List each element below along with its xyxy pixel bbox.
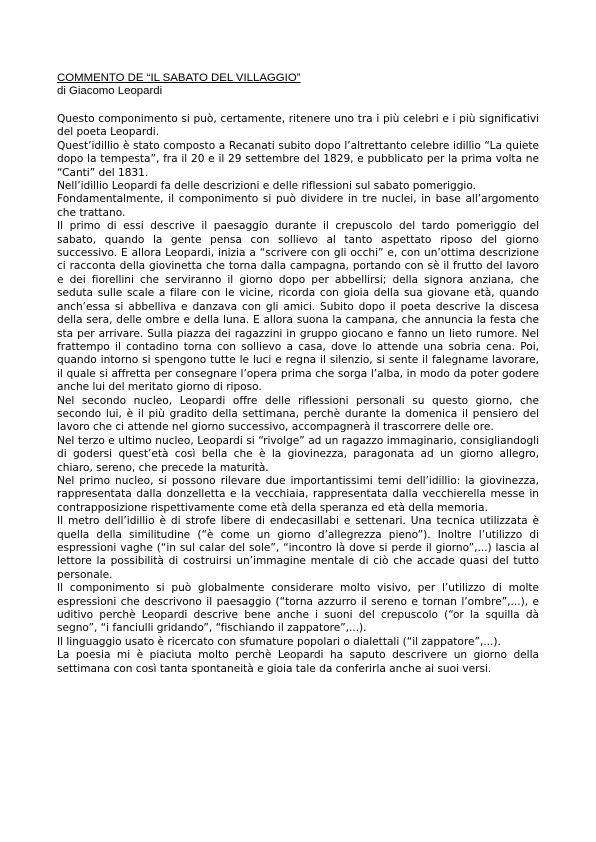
document-title: COMMENTO DE “IL SABATO DEL VILLAGGIO” <box>57 72 301 84</box>
paragraph-9: Il metro dell’idillio è di strofe libere di endecasillabi e settenari. Una tecnica utilizzata è quella della similitudine (“è come un giorno d’allegrezza pieno”). Inoltre l’utilizzo di espressioni vaghe (“in sul calar del sole”, “incontro là dove si perde il giorno”,...) lascia al lettore la possibilità di costruirsi un’immagine mentale di ciò che accade quasi del tutto personale. <box>57 515 539 581</box>
paragraph-8: Nel primo nucleo, si possono rilevare due importantissimi temi dell’idillio: la giovinezza, rappresentata dalla donzelletta e la vecchiaia, rappresentata dalla vecchierella messe in contrapposizione rispettivamente come età della speranza ed età della memoria. <box>57 474 539 514</box>
paragraph-3: Nell’idillio Leopardi fa delle descrizioni e delle riflessioni sul sabato pomeriggio. <box>57 180 476 193</box>
paragraph-5: Il primo di essi descrive il paesaggio durante il crepuscolo del tardo pomeriggio del sabato, quando la gente pensa con sollievo al tanto aspettato riposo del giorno successivo. E allora Leopardi, inizia a “scrivere con gli occhi” e, con un’ottima descrizione ci racconta della giovinetta che torna dalla campagna, portando con sè il frutto del lavoro e dei fiorellini che serviranno il giorno dopo per abbellirsi; della signora anziana, che seduta sulle scale a filare con le vicine, ricorda con gioia della sua giovane età, quando anch’essa si abbelliva e danzava con gli amici. Subito dopo il poeta descrive la discesa della sera, delle ombre e della luna. E allora suona la campana, che annuncia la festa che sta per arrivare. Sulla piazza dei ragazzini in gruppo giocano e fanno un lieto rumore. Nel frattempo il contadino torna con sollievo a casa, dove lo attende una sobria cena. Poi, quando intorno si spengono tutte le luci e regna il silenzio, si sente il falegname lavorare, il quale si affretta per consegnare l’opera prima che sorga l’alba, in modo da poter godere anche lui del meritato giorno di riposo. <box>57 220 539 394</box>
document-author: di Giacomo Leopardi <box>57 85 163 97</box>
paragraph-7: Nel terzo e ultimo nucleo, Leopardi si “rivolge” ad un ragazzo immaginario, consigliandogli di godersi quest’età così bella che è la giovinezza, paragonata ad un giorno allegro, chiaro, sereno, che precede la maturità. <box>57 434 539 474</box>
paragraph-11: Il linguaggio usato è ricercato con sfumature popolari o dialettali (“il zappatore”,...). <box>57 635 501 648</box>
paragraph-1: Questo componimento si può, certamente, ritenere uno tra i più celebri e i più significativi del poeta Leopardi. <box>57 113 539 139</box>
document-body <box>57 113 539 676</box>
paragraph-12: La poesia mi è piaciuta molto perchè Leopardi ha saputo descrivere un giorno della settimana con così tanta spontaneità e gioia tale da conferirla anche ai suoi versi. <box>57 649 539 675</box>
paragraph-2: Quest’idillio è stato composto a Recanati subito dopo l’altrettanto celebre idillio “La quiete dopo la tempesta”, fra il 20 e il 29 settembre del 1829, e pubblicato per la prima volta ne “Canti” del 1831. <box>57 139 539 179</box>
paragraph-6: Nel secondo nucleo, Leopardi offre delle riflessioni personali su questo giorno, che secondo lui, è il più gradito della settimana, perchè durante la domenica il pensiero del lavoro che ci attende nel giorno successivo, accompagnerà il trascorrere delle ore. <box>57 394 539 434</box>
paragraph-4: Fondamentalmente, il componimento si può dividere in tre nuclei, in base all’argomento che trattano. <box>57 193 539 219</box>
paragraph-10: Il componimento si può globalmente considerare molto visivo, per l’utilizzo di molte espressioni che descrivono il paesaggio (“torna azzurro il sereno e tornan l’ombre”,...), e uditivo perchè Leopardi descrive bene anche i suoni del crepuscolo (“or la squilla dà segno”, “i fanciulli gridando”, “fischiando il zappatore”,...). <box>57 582 539 635</box>
